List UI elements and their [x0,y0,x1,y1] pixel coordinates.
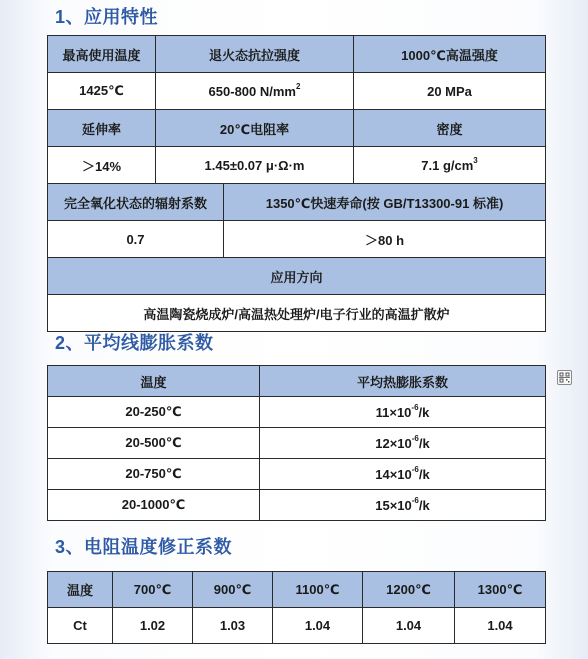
expansion-coefficient-table [47,365,546,521]
table-row [48,110,546,147]
exponent: -6 [411,495,419,505]
table-row [48,459,546,490]
value-cell: 1.04 [363,608,455,644]
value-application: 高温陶瓷烧成炉/高温热处理炉/电子行业的高温扩散炉 [48,295,546,332]
value-cell: 1.02 [113,608,193,644]
value-cell: 1.03 [193,608,273,644]
exponent: -6 [411,433,419,443]
coef-cell [260,490,546,521]
header-avg-expansion: 平均热膨胀系数 [260,366,546,397]
unit-text: /k [418,404,430,420]
coef-text: 15×10 [375,497,412,513]
table-row [48,428,546,459]
coef-text: 12×10 [375,435,412,451]
header-1200: 1200℃ [363,572,455,608]
table-row [48,36,546,73]
table-row [48,73,546,110]
header-temperature: 温度 [48,572,113,608]
header-1300: 1300℃ [455,572,546,608]
coef-text: 11×10 [375,404,412,420]
table-row [48,295,546,332]
coef-cell [260,459,546,490]
table-row [48,572,546,608]
unit-text: /k [418,497,430,513]
header-900: 900℃ [193,572,273,608]
header-tensile-strength: 退火态抗拉强度 [156,36,354,73]
exponent: -6 [411,402,419,412]
unit-text: /k [418,435,430,451]
table-row [48,184,546,221]
table-row [48,397,546,428]
header-resistivity: 20℃电阻率 [156,110,354,147]
value-accelerated-life: ＞80 h [224,221,546,258]
value-elongation: ＞14% [48,147,156,184]
row-label-ct: Ct [48,608,113,644]
header-density: 密度 [354,110,546,147]
value-max-temp: 1425℃ [48,73,156,110]
value-cell: 1.04 [273,608,363,644]
value-resistivity: 1.45±0.07 μ·Ω·m [156,147,354,184]
temp-cell: 20-500℃ [48,428,260,459]
coef-cell [260,397,546,428]
temp-cell: 20-250℃ [48,397,260,428]
application-properties-table [47,35,546,332]
table-row [48,490,546,521]
section-title-expansion-coefficient: 2、平均线膨胀系数 [55,333,214,353]
section-title-resistance-correction: 3、电阻温度修正系数 [55,537,233,557]
resistance-correction-table [47,571,546,644]
header-700: 700℃ [113,572,193,608]
table-row [48,221,546,258]
header-max-temp: 最高使用温度 [48,36,156,73]
unit-text: /k [418,466,430,482]
temp-cell: 20-750℃ [48,459,260,490]
coef-cell [260,428,546,459]
qr-scan-icon[interactable] [557,370,572,385]
value-cell: 1.04 [455,608,546,644]
table-row [48,608,546,644]
header-temperature: 温度 [48,366,260,397]
table-row [48,258,546,295]
table-row [48,366,546,397]
section-title-application-properties: 1、应用特性 [55,7,159,27]
superscript: 3 [473,155,478,165]
superscript: 2 [296,81,301,91]
header-accelerated-life: 1350℃快速寿命(按 GB/T13300-91 标准) [224,184,546,221]
table-row [48,147,546,184]
value-tensile-strength-text: 650-800 N/mm [208,83,296,99]
header-elongation: 延伸率 [48,110,156,147]
value-high-temp-strength: 20 MPa [354,73,546,110]
coef-text: 14×10 [375,466,412,482]
header-emissivity: 完全氧化状态的辐射系数 [48,184,224,221]
value-density-text: 7.1 g/cm [421,157,474,173]
header-high-temp-strength: 1000℃高温强度 [354,36,546,73]
header-1100: 1100℃ [273,572,363,608]
value-density [354,147,546,184]
exponent: -6 [411,464,419,474]
header-application: 应用方向 [48,258,546,295]
temp-cell: 20-1000℃ [48,490,260,521]
value-emissivity: 0.7 [48,221,224,258]
value-tensile-strength [156,73,354,110]
